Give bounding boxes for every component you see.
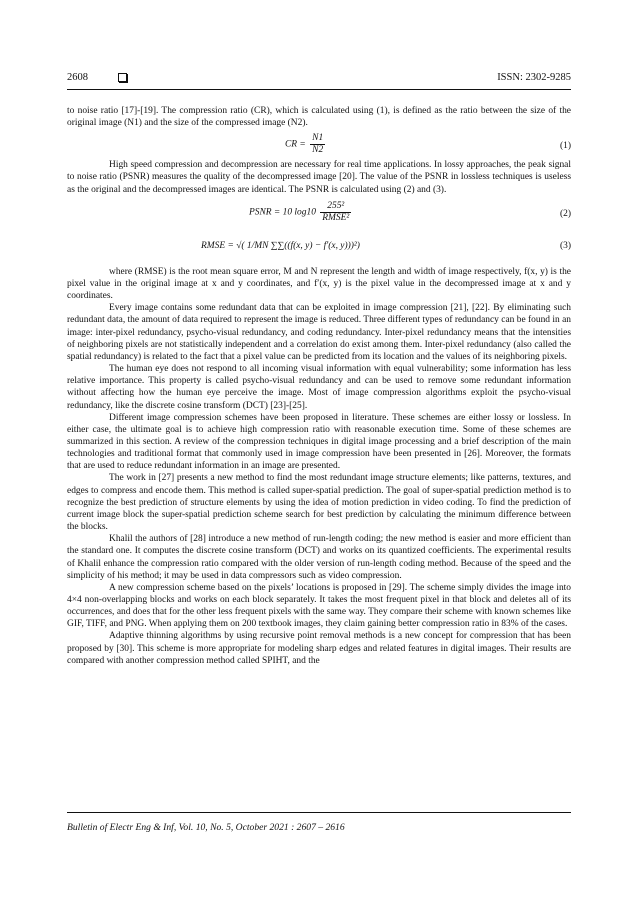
paragraph: Adaptive thinning algorithms by using recursive point removal methods is a new concept for compression that has been proposed by [30]. This scheme is more appropriate for modeling sharp edges and related features in digital images. Their results are compared with another compression method called SPIHT, and the xyxy=(67,631,571,666)
paragraph: High speed compression and decompression are necessary for real time applications. In lossy approaches, the peak signal to noise ratio (PSNR) measures the quality of the decompressed image [20]. The value of the PSNR in lossless techniques is useless as the original and the decompressed images are identical. The PSNR is calculated using (2) and (3). xyxy=(67,160,571,195)
header-rule xyxy=(67,89,571,90)
equation-lhs: PSNR = 10 log10 xyxy=(249,207,316,218)
paragraph: The human eye does not respond to all incoming visual information with equal vulnerability; some information has less relative importance. This property is called psycho-visual redundancy and can be used to remove some redundant information without affecting how the human eye perceive the image. Most of image compression algorithms exploit the psycho-visual redundancy, like the discrete cosine transform (DCT) [23]-[25]. xyxy=(67,364,571,411)
footer-rule xyxy=(67,812,571,813)
paragraph: Khalil the authors of [28] introduce a new method of run-length coding; the new method is easier and more efficient than the standard one. It computes the discrete cosine transform (DCT) and works on its quantized coefficients. The experimental results of Khalil enhance the compression ratio compared with the older version of run-length coding method. Because of the speed and the simplicity of his method; it may be used in data compressors such as video compression. xyxy=(67,534,571,581)
paragraph: Every image contains some redundant data that can be exploited in image compression [21], [22]. By eliminating such redundant data, the amount of data required to represent the image is reduced. Three different types of redundancy can be found in an image: inter-pixel redundancy, psycho-visual redundancy, and coding redundancy. Inter-pixel redundancy means that the intensities of neighboring pixels are not statistically independent and a correlation do exist among them. Inter-pixel redundancy (also called the spatial redundancy) is related to the fact that a pixel value can be predicted from its location and the values of its neighboring pixels. xyxy=(67,303,571,362)
equation-lhs: CR = xyxy=(285,139,306,150)
fraction-denominator: RMSE² xyxy=(322,212,350,223)
paragraph: The work in [27] presents a new method to find the most redundant image structure elements; like patterns, textures, and edges to compress and encode them. This method is called super-spatial prediction. The goal of super-spatial prediction method is to recognize the best prediction of structure elements by using the idea of motion prediction in video coding. To find the prediction of current image block the super-spatial prediction scheme search for best prediction by calculating the minimum difference between the blocks. xyxy=(67,473,571,533)
article-body xyxy=(67,105,571,667)
issn-label: ISSN: 2302-9285 xyxy=(497,72,571,83)
fraction-denominator: N2 xyxy=(312,145,324,156)
equation-lhs: RMSE = xyxy=(201,240,234,251)
equation-number: (2) xyxy=(559,208,571,219)
running-header xyxy=(67,72,571,88)
paragraph: Different image compression schemes have been proposed in literature. These schemes are either lossy or lossless. In either case, the ultimate goal is to achieve high compression ratio with reasonable execution time. Some of these schemes are summarized in this section. A review of the compression techniques in digital image processing and a brief description of the main technologies and traditional format that commonly used in image compression have been presented in [26]. Moreover, the formats that are used to reduce redundant information in an image are presented. xyxy=(67,412,571,472)
running-footer: Bulletin of Electr Eng & Inf, Vol. 10, No. 5, October 2021 : 2607 – 2616 xyxy=(67,822,345,833)
equation-fraction xyxy=(310,133,325,156)
equation-3 xyxy=(67,228,571,266)
fraction-numerator: N1 xyxy=(312,133,324,144)
equation-number: (1) xyxy=(559,141,571,152)
paragraph: where (RMSE) is the root mean square error, M and N represent the length and width of image respectively, f(x, y) is the pixel value in the original image at x and y coordinates, and f′(x, y) is the pixel value in the decompressed image at x and y coordinates. xyxy=(67,266,571,302)
fraction-numerator: 255² xyxy=(320,201,351,213)
square-icon xyxy=(118,73,127,82)
paragraph: to noise ratio [17]-[19]. The compression ratio (CR), which is calculated using (1), is defined as the ratio between the size of the original image (N1) and the size of the compressed image (N2). xyxy=(67,106,571,129)
equation-2 xyxy=(67,196,571,228)
paragraph: A new compression scheme based on the pixels’ locations is proposed in [29]. The scheme simply divides the image into 4×4 non-overlapping blocks and works on each block separately. It takes the most frequent pixel in that block and deletes all of its occurrences, and does that for the other less frequent pixels with the same way. They compare their scheme with known schemes like GIF, TIFF, and PNG. When applying them on 200 textbook images, they claim gaining better compression ratio in 83% of the cases. xyxy=(67,582,571,630)
page-number: 2608 xyxy=(67,72,88,83)
equation-fraction xyxy=(320,201,351,224)
equation-number: (3) xyxy=(559,240,571,251)
equation-1 xyxy=(67,129,571,159)
equation-body: √( 1/MN ∑∑((f(x, y) − f′(x, y)))²) xyxy=(236,240,360,251)
